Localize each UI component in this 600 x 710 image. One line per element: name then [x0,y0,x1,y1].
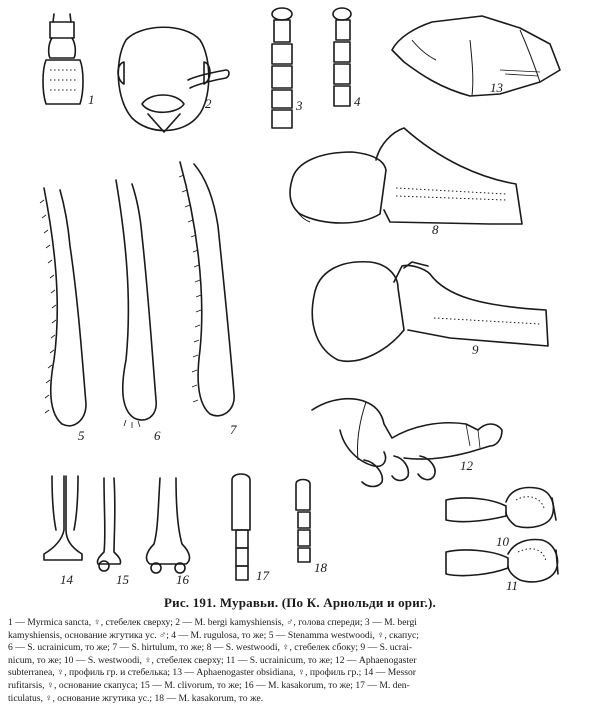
drawing-15-scape-base [97,478,129,587]
caption-line: kamyshiensis, основание жгутика ус. ♂; 4 — M. rugulosa, то же; 5 — Stenamma westwoodi, ♀, скапус; [8,629,419,641]
label-2: 2 [205,96,212,111]
label-3: 3 [296,98,303,113]
drawing-3-antenna-base [272,8,303,128]
label-10: 10 [496,534,509,549]
drawing-13-thorax-profile [392,16,560,96]
label-6: 6 [154,428,161,443]
drawing-12-body-profile [312,399,502,487]
drawing-5-scape [40,188,86,443]
drawing-16-scape-base [147,478,190,587]
figure-title: Рис. 191. Муравьи. (По К. Арнольди и ориг.). [164,595,436,610]
label-1: 1 [88,92,95,107]
caption-line: subterranea, ♀, профиль гр. и стебелька; 13 — Aphaenogaster obsidiana, ♀, профиль гр.; 14 — Messor [8,667,416,679]
label-17: 17 [256,568,269,583]
drawing-17-antenna-base [232,474,270,583]
caption-line: ticulatus, ♀, основание жгутика ус.; 18 — M. kasakorum, то же. [8,692,264,704]
label-5: 5 [78,428,85,443]
drawing-14-scape-base [44,476,82,587]
label-15: 15 [116,572,129,587]
caption-line: nicum, то же; 10 — S. westwoodi, ♀, стебелек сверху; 11 — S. ucrainicum, то же; 12 — Aphaenogaster [8,654,417,666]
label-9: 9 [472,342,479,357]
caption-line: 1 — Myrmica sancta, ♀, стебелек сверху; 2 — M. bergi kamyshiensis, ♂, голова спереди; 3 — M. bergi [8,617,417,628]
label-4: 4 [354,94,361,109]
label-13: 13 [490,80,503,95]
label-16: 16 [176,572,189,587]
figure-caption [8,617,592,705]
label-14: 14 [60,572,73,587]
label-11: 11 [506,578,519,590]
label-8: 8 [432,222,439,237]
drawing-6-scape [116,180,161,443]
drawing-8-petiole-side [290,128,522,237]
drawing-9-petiole-side [312,262,548,362]
label-7: 7 [230,422,237,437]
caption-line: 6 — S. ucrainicum, то же; 7 — S. hirtulum, то же; 8 — S. westwoodi, ♀, стебелек сбоку; 9 — S. ucrai- [8,642,413,654]
drawing-4-antenna-base [333,8,361,109]
caption-line: rufitarsis, ♀, основание скапуса; 15 — M. clivorum, то же; 16 — M. kasakorum, то же; 17 — M. den- [8,679,410,691]
drawing-7-scape [179,162,237,437]
drawing-1-petiole-dorsal [43,14,95,107]
label-18: 18 [314,560,327,575]
drawing-18-antenna-base [296,480,328,576]
label-12: 12 [460,458,473,473]
drawing-2-head-front [118,27,229,132]
